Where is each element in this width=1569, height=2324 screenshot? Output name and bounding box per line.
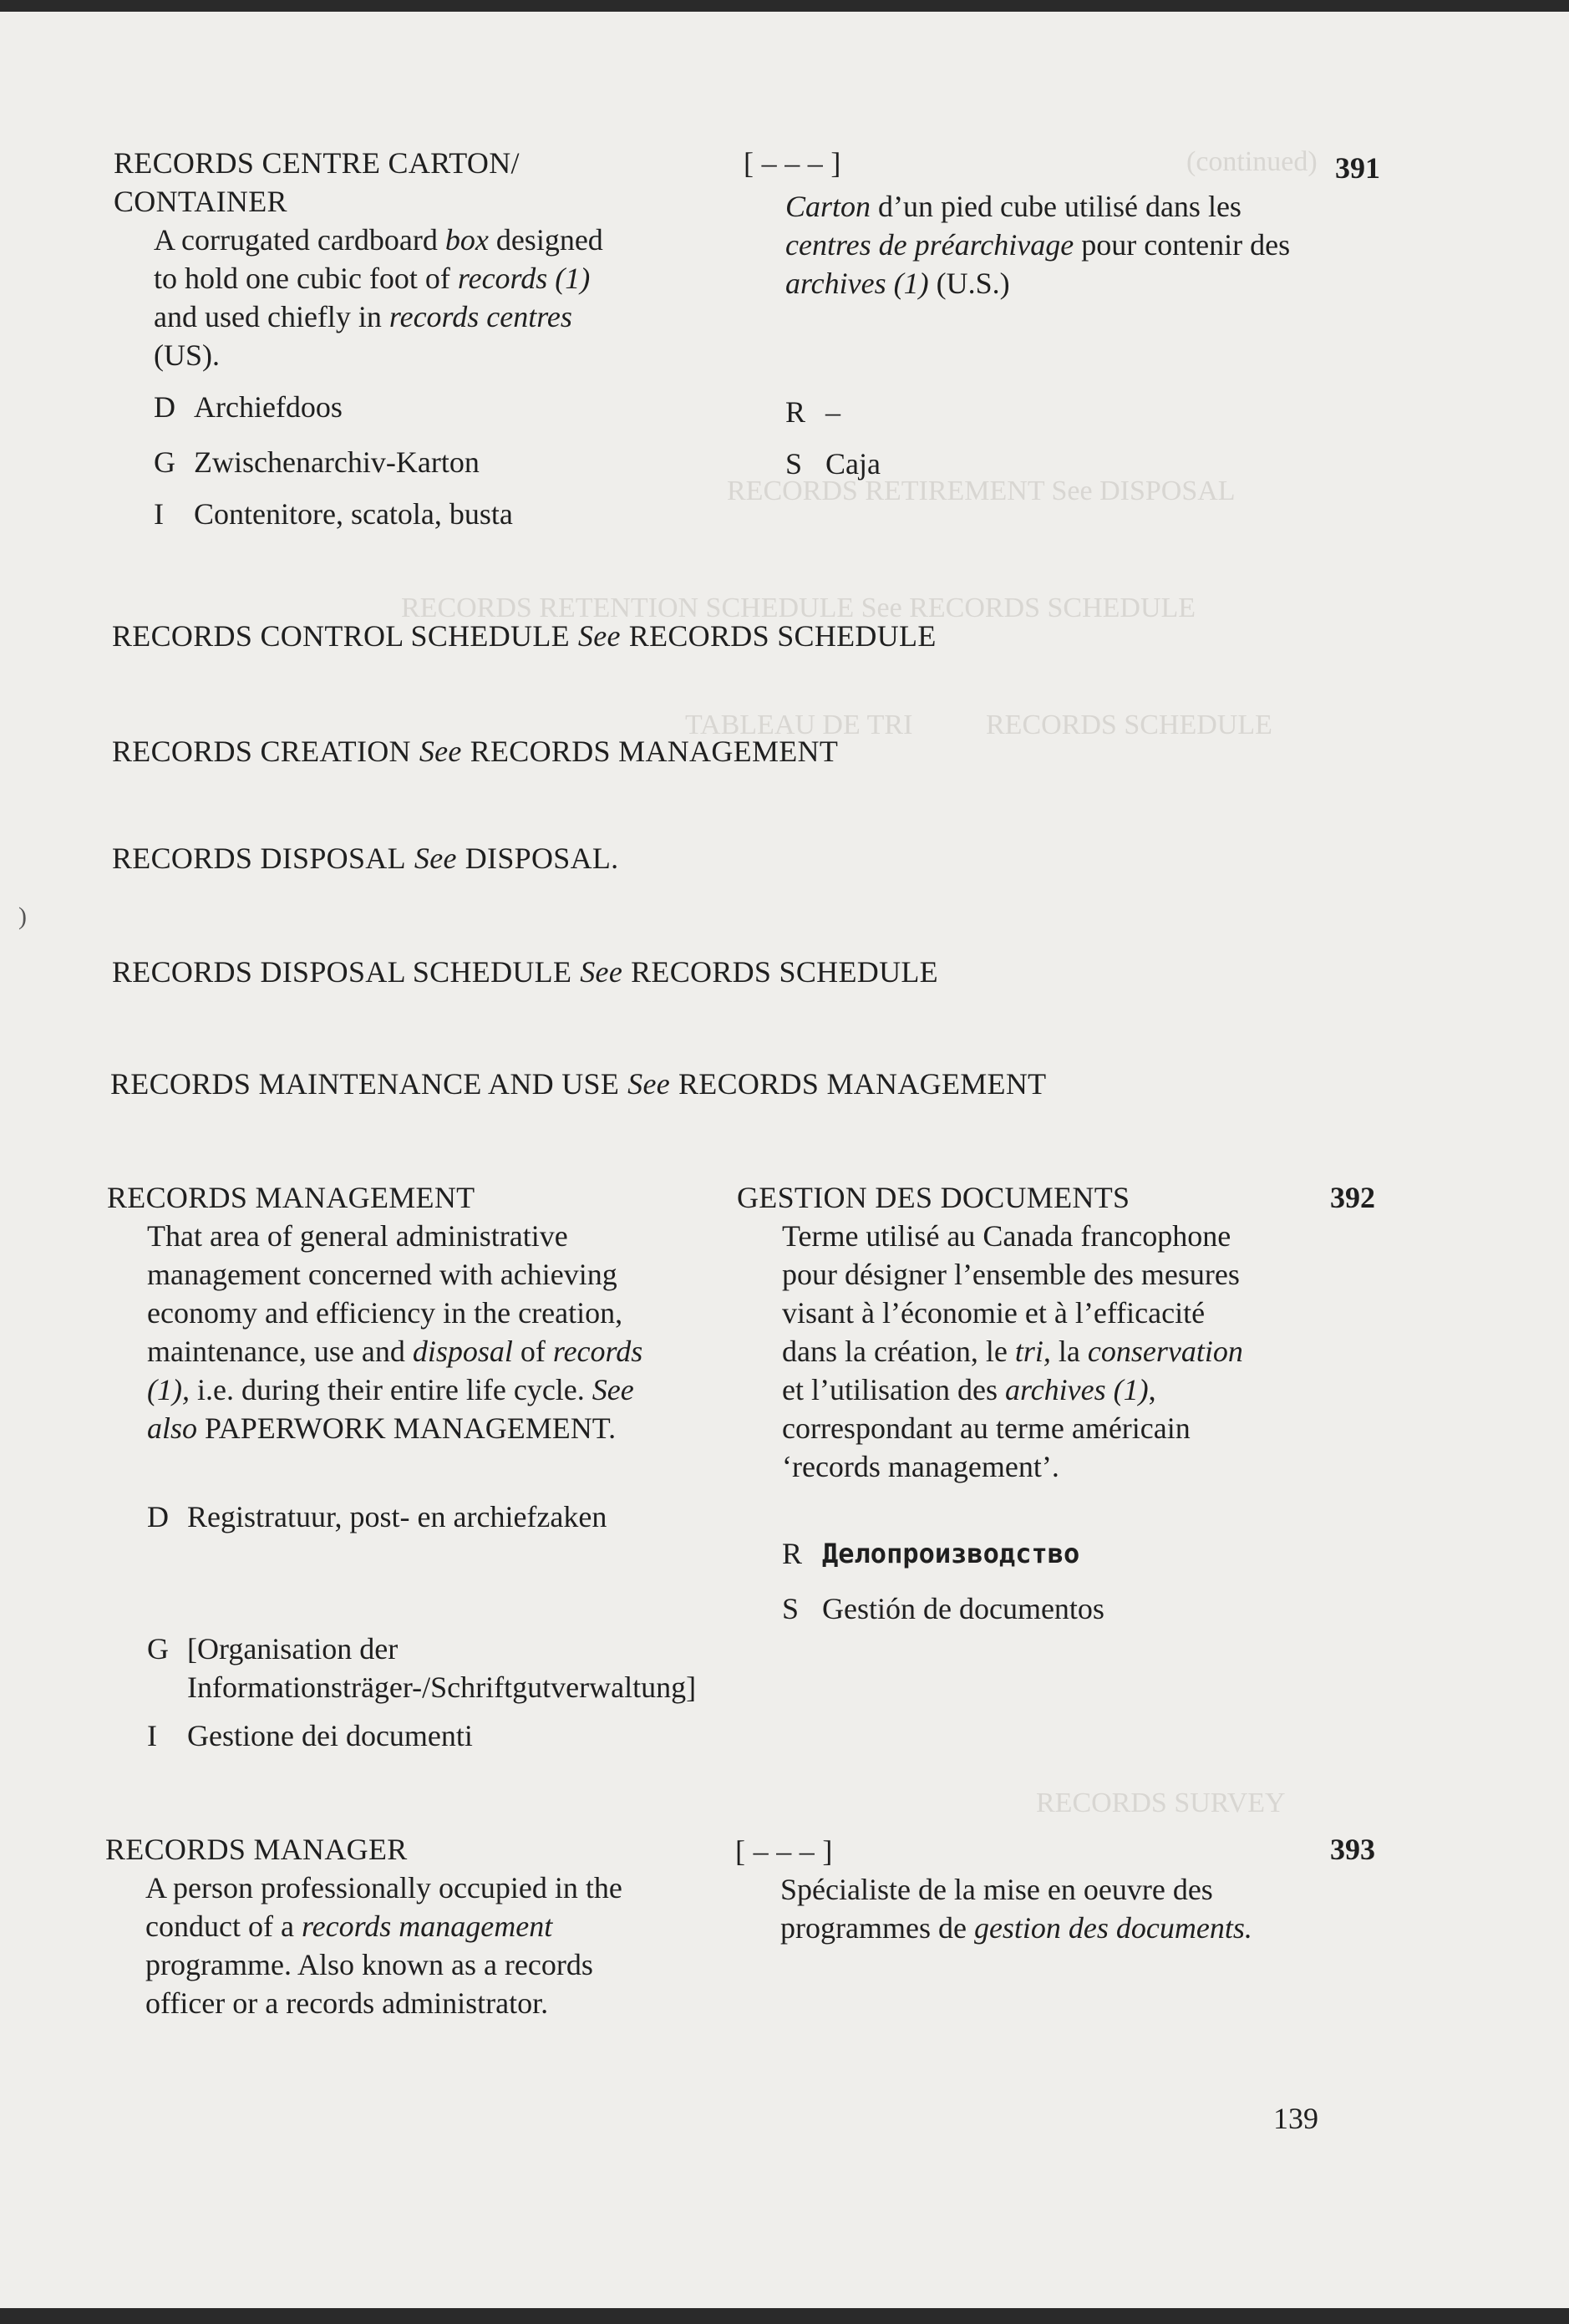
cross-reference: RECORDS MAINTENANCE AND USE See RECORDS MANAGEMENT: [110, 1067, 1047, 1101]
entry-392-definition-en: That area of general administrative management concerned with achieving economy and efficiency in the creation, maintenance, use and disposal of records (1), i.e. during their entire life cycle. See also PAPERWORK MANAGEMENT.: [147, 1219, 643, 1445]
entry-391-heading: RECORDS CENTRE CARTON/ CONTAINER: [114, 146, 520, 218]
show-through-text: TABLEAU DE TRI: [685, 709, 913, 740]
equivalent-g: G Zwischenarchiv-Karton: [154, 445, 480, 479]
equivalent-i: I Gestione dei documenti: [147, 1719, 473, 1752]
equivalent-s: S Caja: [785, 447, 881, 481]
entry-393-heading: RECORDS MANAGER: [105, 1833, 408, 1866]
equivalent-i: I Contenitore, scatola, busta: [154, 497, 513, 531]
scan-bottom-edge: [0, 2308, 1569, 2324]
equivalent-g: G [Organisation der Informationsträger-/Schriftgutverwaltung]: [147, 1632, 697, 1704]
page-number: 139: [1273, 2102, 1318, 2135]
entry-391-definition-fr: Carton d’un pied cube utilisé dans les centres de préarchivage pour contenir des archives (1) (U.S.): [785, 190, 1291, 300]
entry-391-french-term: [ – – – ]: [744, 146, 841, 180]
show-through-text: RECORDS SURVEY: [1036, 1787, 1286, 1818]
entry-number: 393: [1330, 1833, 1375, 1866]
entry-392-heading: RECORDS MANAGEMENT: [107, 1181, 475, 1214]
cross-reference: RECORDS CONTROL SCHEDULE See RECORDS SCHEDULE: [112, 619, 937, 653]
entry-393-definition-en: A person professionally occupied in the conduct of a records management programme. Also known as a records officer or a records administrator.: [145, 1871, 622, 2020]
entry-393-french-term: [ – – – ]: [735, 1834, 833, 1868]
entry-392-definition-fr: Terme utilisé au Canada francophone pour désigner l’ensemble des mesures visant à l’économie et à l’efficacité dans la création, le tri, la conservation et l’utilisation des archives (1), correspondant au terme américain ‘records management’.: [782, 1219, 1243, 1483]
entry-391-definition-en: A corrugated cardboard box designed to hold one cubic foot of records (1) and used chiefly in records centres (US).: [154, 223, 603, 372]
show-through-text: (continued): [1186, 146, 1318, 177]
show-through-text: RECORDS RETENTION SCHEDULE See RECORDS SCHEDULE: [401, 592, 1196, 623]
cross-reference: RECORDS DISPOSAL SCHEDULE See RECORDS SCHEDULE: [112, 955, 938, 989]
cross-reference: RECORDS CREATION See RECORDS MANAGEMENT: [112, 735, 839, 768]
margin-mark: ): [18, 903, 27, 930]
entry-392-french-term: GESTION DES DOCUMENTS: [737, 1181, 1130, 1214]
equivalent-d: D Registratuur, post- en archiefzaken: [147, 1500, 607, 1533]
entry-393-definition-fr: Spécialiste de la mise en oeuvre des programmes de gestion des documents.: [780, 1873, 1252, 1945]
show-through-text: RECORDS RETIREMENT See DISPOSAL: [727, 475, 1236, 506]
equivalent-r: R Делопроизводство: [782, 1537, 1080, 1570]
equivalent-s: S Gestión de documentos: [782, 1592, 1104, 1625]
cross-reference: RECORDS DISPOSAL See DISPOSAL.: [112, 842, 619, 875]
equivalent-d: D Archiefdoos: [154, 390, 343, 424]
show-through-text: RECORDS SCHEDULE: [986, 709, 1272, 740]
entry-number: 391: [1335, 151, 1380, 185]
equivalent-r: R –: [785, 395, 840, 429]
entry-number: 392: [1330, 1181, 1375, 1214]
scan-top-edge: [0, 0, 1569, 12]
